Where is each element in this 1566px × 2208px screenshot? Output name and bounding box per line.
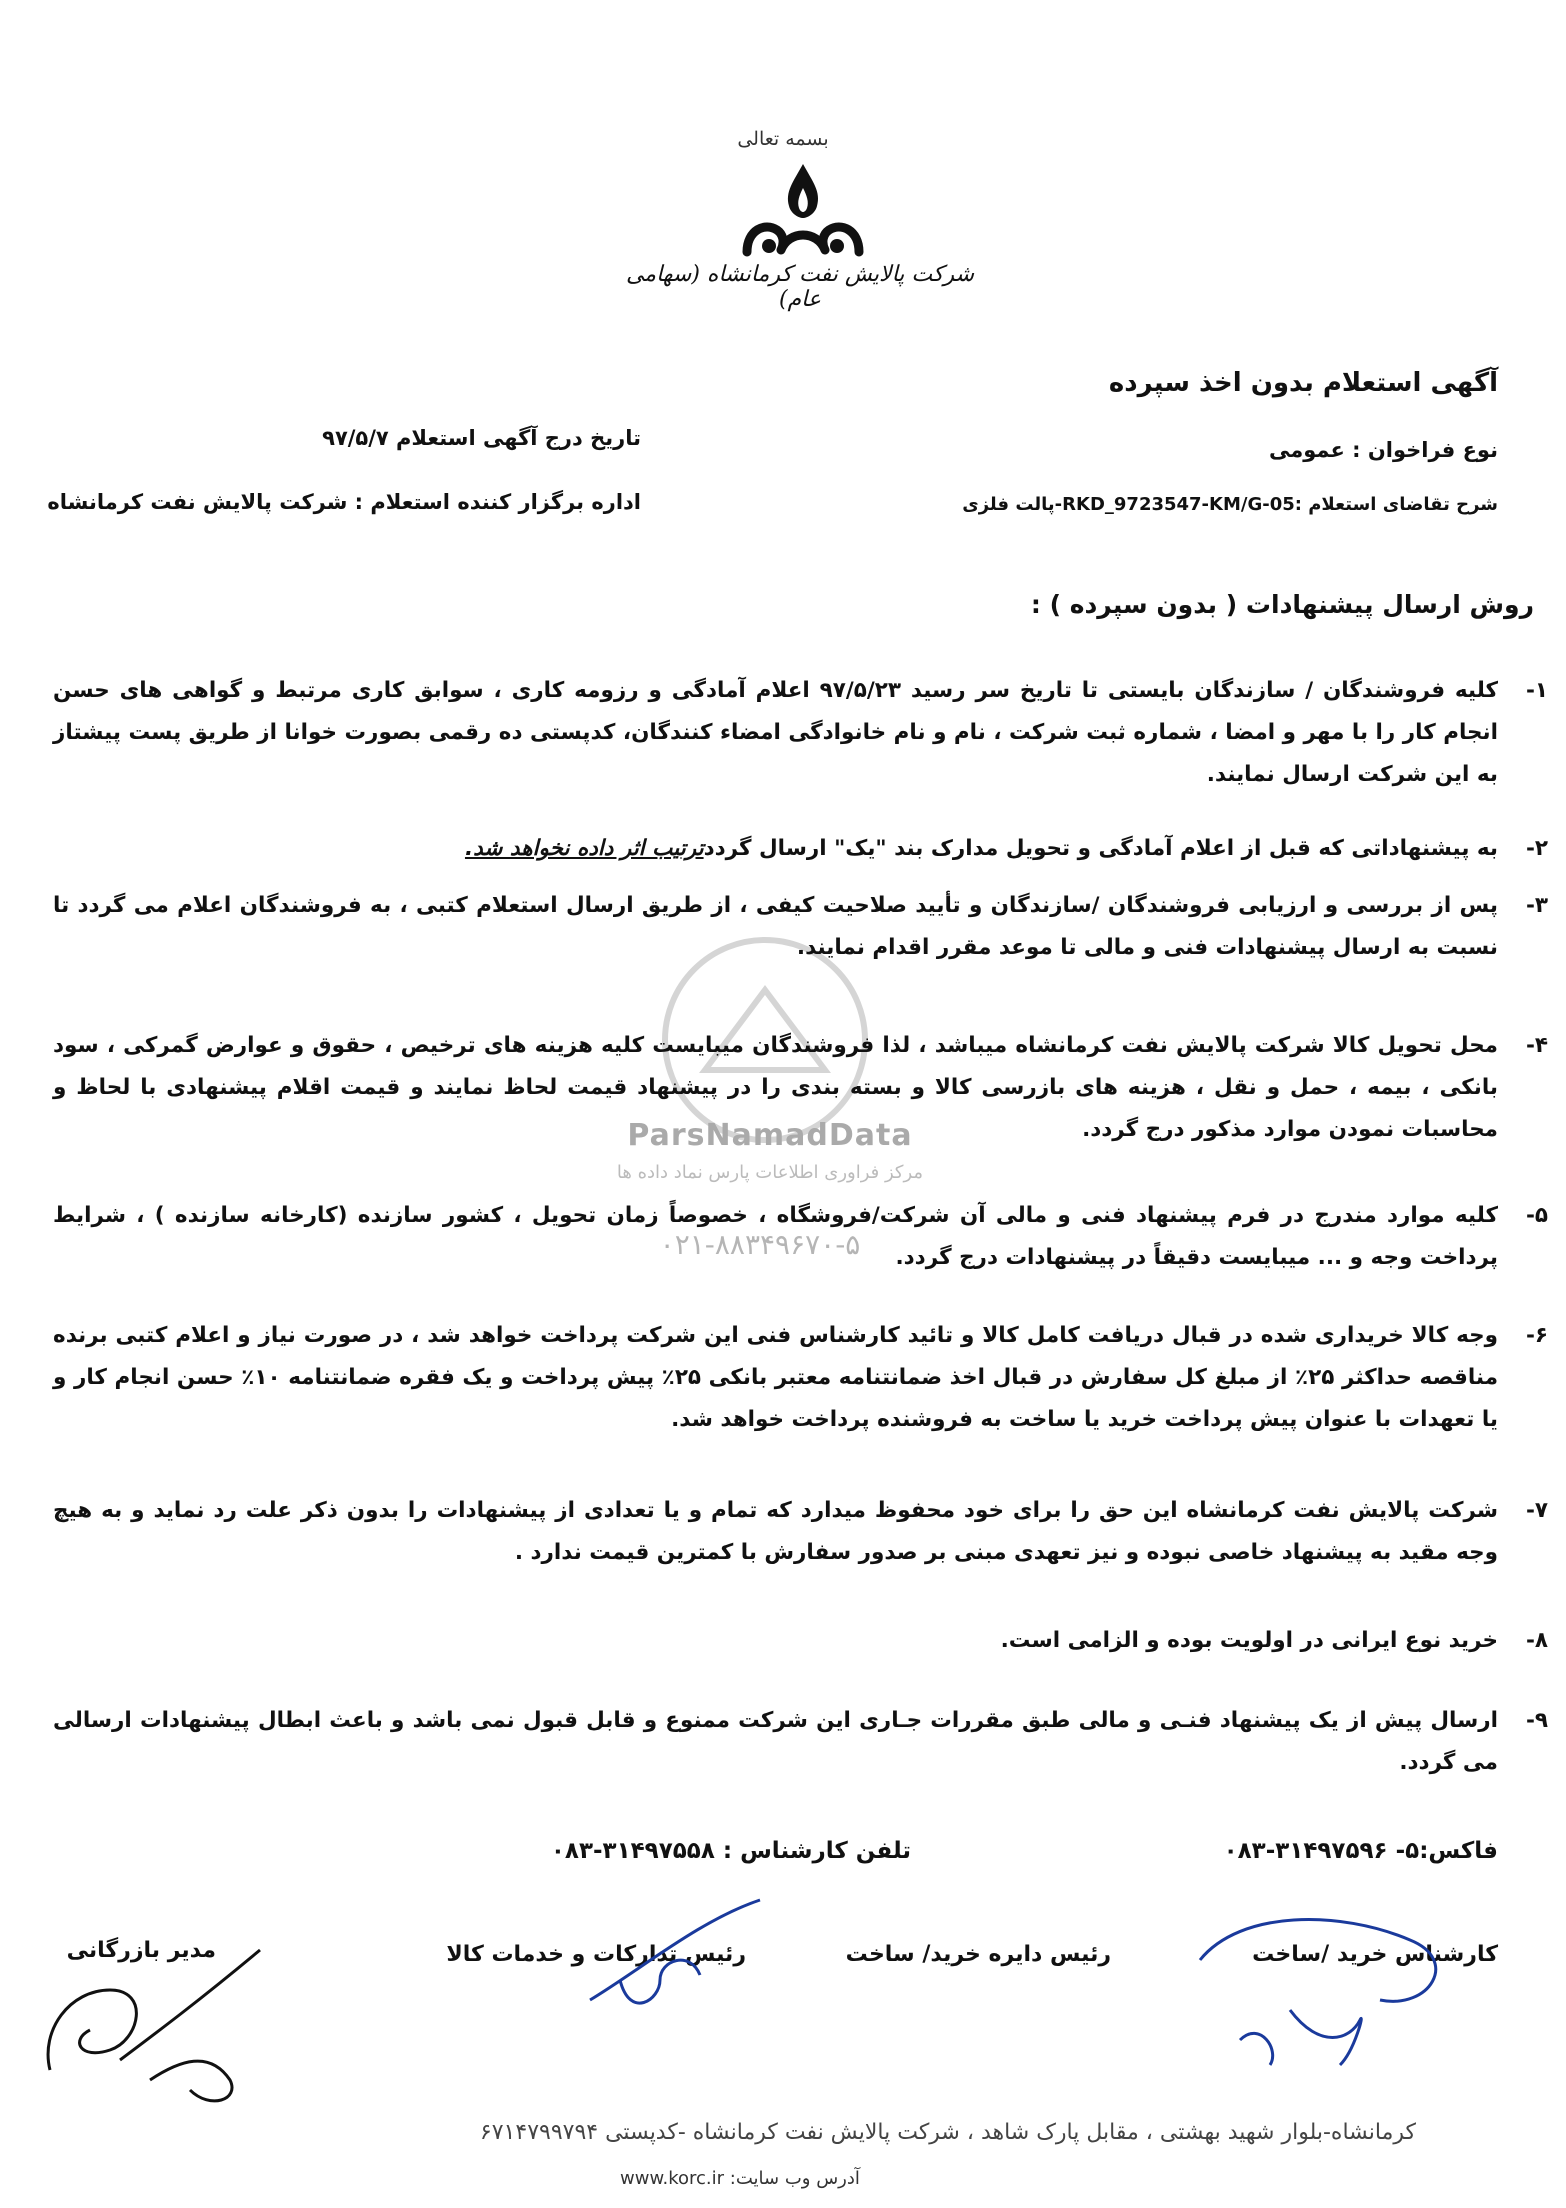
website-label: آدرس وب سایت:: [729, 2168, 860, 2189]
item-text: وجه کالا خریداری شده در قبال دریافت کامل کالا و تائید کارشناس فنی این شرکت پرداخت خواهد شد ، در صورت نیاز و اعلام کتبی برنده مناقصه حداکثر ۲۵٪ از مبلغ کل سفارش در قبال اخذ ضمانتنامه معتبر بانکی ۲۵٪ پیش پرداخت و یک فقره ضمانتنامه ۱۰٪ حسن انجام کار و یا تعهدات با عنوان پیش پرداخت خرید یا ساخت به فروشنده پرداخت خواهد شد.: [53, 1323, 1499, 1432]
expert-phone: تلفن کارشناس : ۳۱۴۹۷۵۵۸-۰۸۳: [550, 1838, 911, 1864]
item-text: کلیه موارد مندرج در فرم پیشنهاد فنی و مالی آن شرکت/فروشگاه ، خصوصاً زمان تحویل ، کشور سازنده (کارخانه سازنده ) ، شرایط پرداخت وجه و ... میبایست دقیقاً در پیشنهادات درج گردد.: [53, 1203, 1498, 1270]
watermark-name: ParsNamadData: [627, 1118, 913, 1153]
item-number: ۲-: [1525, 836, 1548, 861]
signature-logistics-head-icon: [560, 1880, 780, 2040]
flame-logo-icon: [733, 160, 873, 264]
notice-date: تاریخ درج آگهی استعلام ۹۷/۵/۷: [322, 426, 641, 450]
request-description: شرح تقاضای استعلام :RKD_9723547-KM/G-05-پالت فلزی: [962, 494, 1498, 515]
signature-title-logistics-head: رئیس تدارکات و خدمات کالا: [446, 1942, 746, 1967]
item-number: ۱-: [1525, 678, 1548, 703]
list-item: [53, 1025, 1548, 1151]
list-item: [53, 1195, 1548, 1279]
signature-title-purchase-head: رئیس دایره خرید/ ساخت: [845, 1942, 1111, 1967]
watermark-subtitle: مرکز فراوری اطلاعات پارس نماد داده ها: [616, 1162, 924, 1183]
item-number: ۶-: [1525, 1323, 1548, 1348]
section-title: روش ارسال پیشنهادات ( بدون سپرده ) :: [1030, 590, 1534, 619]
item-text: شرکت پالایش نفت کرمانشاه این حق را برای خود محفوظ میدارد که تمام و یا تعدادی از پیشنهادات را بدون ذکر علت رد نماید و به هیچ وجه مقید به پیشنهاد خاصی نبوده و نیز تعهدی مبنی بر صدور سفارش با کمترین قیمت ندارد .: [53, 1498, 1498, 1565]
item-number: ۸-: [1525, 1628, 1548, 1653]
item-number: ۴-: [1525, 1033, 1548, 1058]
item-text: به پیشنهاداتی که قبل از اعلام آمادگی و تحویل مدارک بند "یک" ارسال گردد: [703, 836, 1498, 861]
list-item: [53, 828, 1548, 870]
website-url[interactable]: www.korc.ir: [620, 2168, 725, 2189]
item-emphasis: ترتیب اثر داده نخواهد شد.: [464, 836, 704, 861]
list-item: [53, 1490, 1548, 1574]
bismillah: بسمه تعالی: [737, 128, 829, 150]
item-number: ۳-: [1525, 893, 1548, 918]
list-item: [53, 1620, 1548, 1662]
signature-title-purchase-expert: کارشناس خرید /ساخت: [1252, 1942, 1498, 1967]
website: [620, 2168, 860, 2189]
list-item: [53, 1315, 1548, 1441]
list-item: [53, 670, 1548, 796]
item-number: ۵-: [1525, 1203, 1548, 1228]
signature-purchase-expert-icon: [1180, 1900, 1480, 2080]
watermark-phone: ۰۲۱-۸۸۳۴۹۶۷۰-۵: [659, 1228, 861, 1261]
item-text: محل تحویل کالا شرکت پالایش نفت کرمانشاه میباشد ، لذا فروشندگان میبایست کلیه هزینه های ترخیص ، حقوق و عوارض گمرکی ، سود بانکی ، بیمه ، حمل و نقل ، هزینه های بازرسی کالا و بسته بندی را در پیشنهاد قیمت لحاظ نمایند و قیمت اقلام پیشنهادی با لحاظ و محاسبات نمودن موارد مذکور درج گردد.: [53, 1033, 1498, 1142]
fax-number: فاکس:۵- ۳۱۴۹۷۵۹۶-۰۸۳: [1223, 1838, 1498, 1864]
signature-title-commercial-manager: مدیر بازرگانی: [66, 1938, 216, 1963]
item-text: خرید نوع ایرانی در اولویت بوده و الزامی است.: [1000, 1628, 1498, 1653]
item-number: ۹-: [1525, 1708, 1548, 1733]
signature-commercial-manager-icon: [30, 1930, 280, 2130]
footer-address: کرمانشاه-بلوار شهید بهشتی ، مقابل پارک شاهد ، شرکت پالایش نفت کرمانشاه -کدپستی ۶۷۱۴۷۹۹۷۹۴: [479, 2120, 1416, 2145]
item-text: کلیه فروشندگان / سازندگان بایستی تا تاریخ سر رسید ۹۷/۵/۲۳ اعلام آمادگی و رزومه کاری ، سوابق کاری مرتبط و گواهی های حسن انجام کار را با مهر و امضا ، شماره ثبت شرکت ، نام و نام خانوادگی امضاء کنندگان، کدپستی ده رقمی بصورت خوانا از طریق پست پیشتاز به این شرکت ارسال نمایند.: [53, 678, 1498, 787]
item-text: پس از بررسی و ارزیابی فروشندگان /سازندگان و تأیید صلاحیت کیفی ، از طریق ارسال استعلام کتبی ، به فروشندگان اعلام می گردد تا نسبت به ارسال پیشنهادات فنی و مالی تا موعد مقرر اقدام نمایند.: [53, 893, 1498, 960]
list-item: [53, 1700, 1548, 1784]
item-number: ۷-: [1525, 1498, 1548, 1523]
list-item: [53, 885, 1548, 969]
organizer: اداره برگزار کننده استعلام : شرکت پالایش نفت کرمانشاه: [47, 490, 641, 514]
company-name: شرکت پالایش نفت کرمانشاه (سهامی عام): [625, 262, 975, 312]
item-text: ارسال پیش از یک پیشنهاد فنـی و مالی طبق مقررات جـاری این شرکت ممنوع و قابل قبول نمی باشد و باعث ابطال پیشنهادات ارسالی می گردد.: [53, 1708, 1498, 1775]
call-type: نوع فراخوان : عمومی: [1268, 438, 1498, 462]
notice-title: آگهی استعلام بدون اخذ سپرده: [1108, 368, 1498, 398]
